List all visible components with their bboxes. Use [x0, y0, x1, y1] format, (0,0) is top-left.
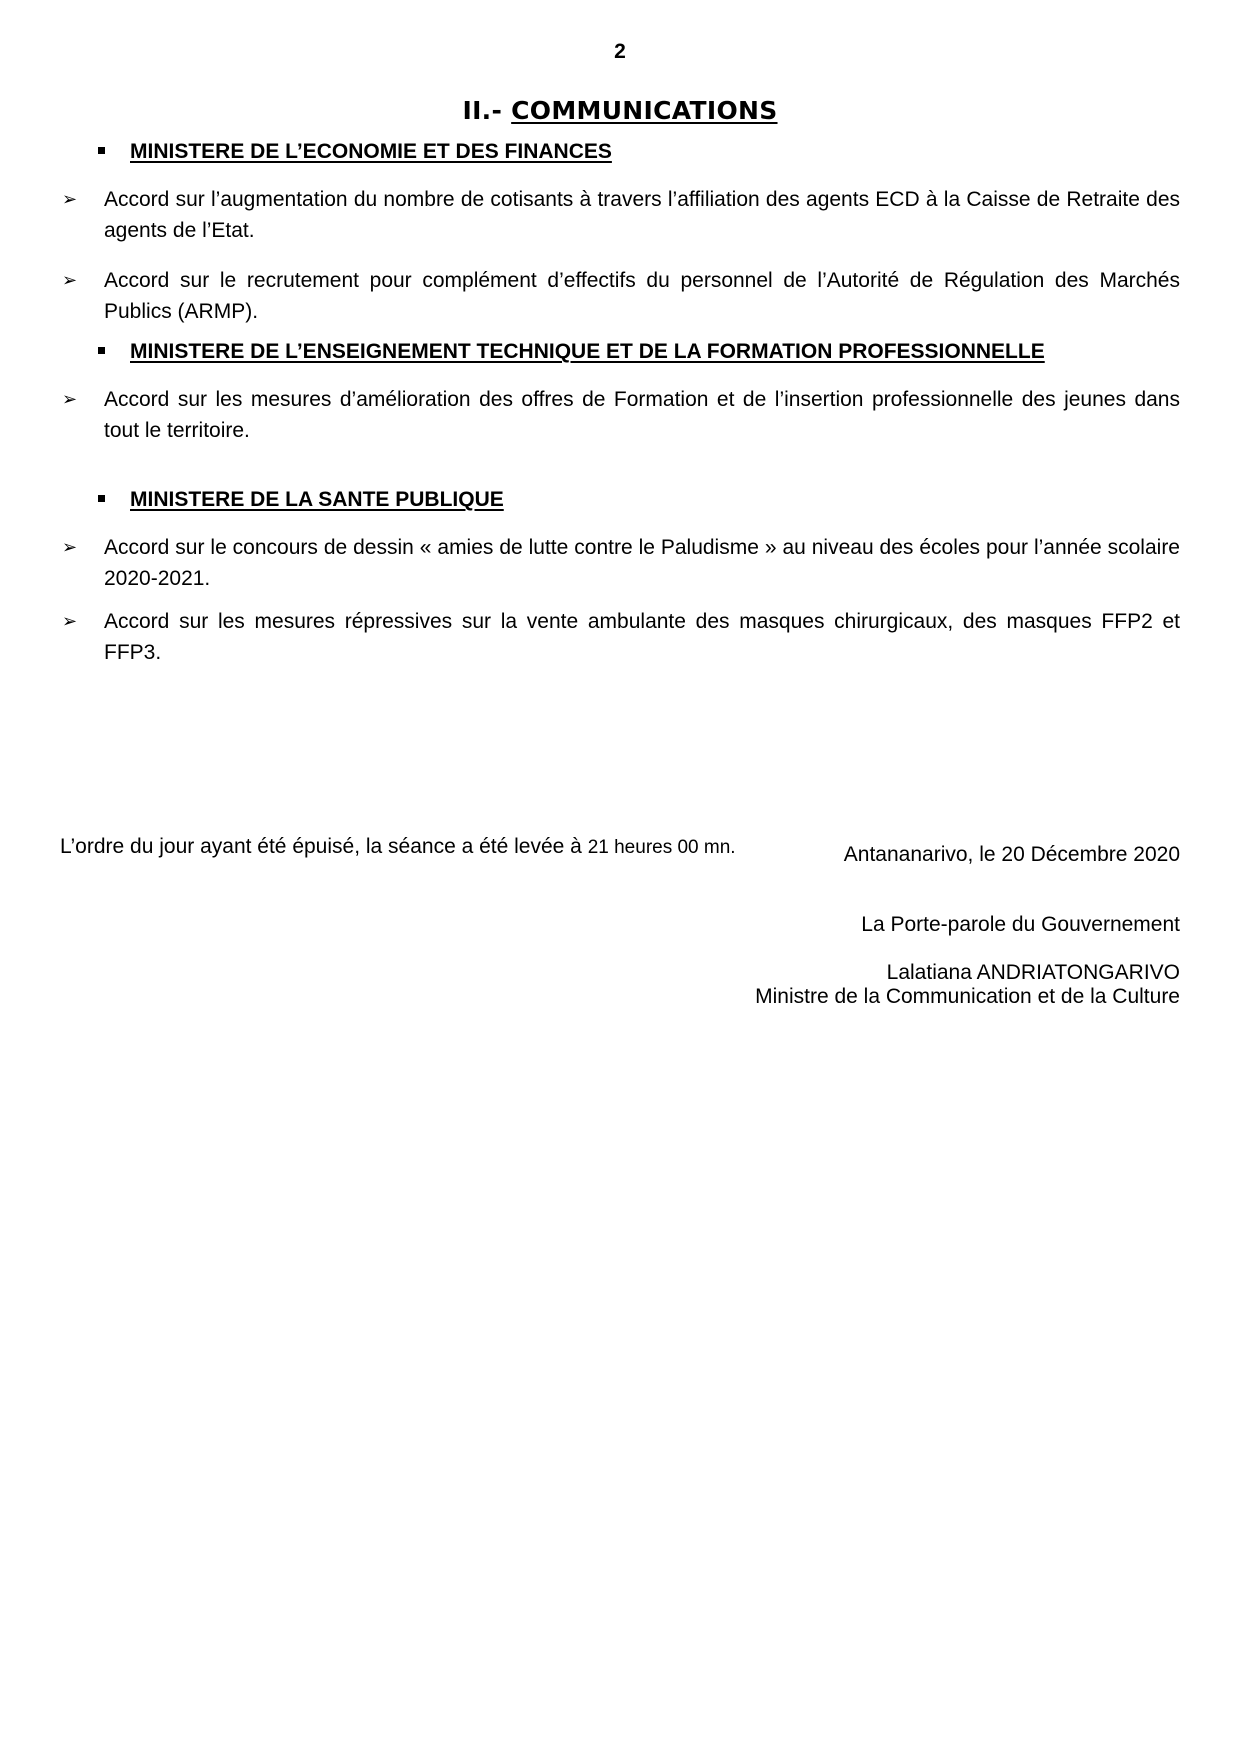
list-item: [62, 532, 1180, 594]
arrow-bullet-icon: ➢: [62, 189, 78, 209]
ministry-heading-enseignement: [98, 340, 1045, 364]
closing-time: 21 heures 00 mn.: [587, 837, 736, 858]
list-item-text: Accord sur les mesures d’amélioration des offres de Formation et de l’insertion professionnelle des jeunes dans tout le territoire.: [104, 388, 1180, 442]
signatory-role: La Porte-parole du Gouvernement: [861, 913, 1180, 936]
list-item-text: Accord sur l’augmentation du nombre de cotisants à travers l’affiliation des agents ECD à la Caisse de Retraite des agents de l’Etat.: [104, 188, 1180, 242]
place-date: Antananarivo, le 20 Décembre 2020: [843, 843, 1180, 866]
list-item: [62, 265, 1180, 327]
list-item: [62, 184, 1180, 246]
arrow-bullet-icon: ➢: [62, 270, 78, 290]
section-prefix: II.-: [462, 96, 512, 125]
ministry-heading-text: MINISTERE DE L’ENSEIGNEMENT TECHNIQUE ET DE LA FORMATION PROFESSIONNELLE: [130, 340, 1045, 363]
list-item-text: Accord sur les mesures répressives sur la vente ambulante des masques chirurgicaux, des masques FFP2 et FFP3.: [104, 610, 1180, 664]
ministry-heading-sante: [98, 488, 504, 512]
closing-text: L’ordre du jour ayant été épuisé, la séance a été levée à: [60, 835, 588, 858]
list-item-text: Accord sur le recrutement pour complément d’effectifs du personnel de l’Autorité de Régulation des Marchés Publics (ARMP).: [104, 269, 1180, 323]
square-bullet-icon: [98, 147, 105, 154]
ministry-heading-text: MINISTERE DE L’ECONOMIE ET DES FINANCES: [130, 140, 612, 163]
page-number: 2: [614, 40, 626, 63]
ministry-heading-economie: [98, 140, 612, 164]
arrow-bullet-icon: ➢: [62, 537, 78, 557]
section-title: [0, 96, 1240, 125]
square-bullet-icon: [98, 347, 105, 354]
arrow-bullet-icon: ➢: [62, 389, 78, 409]
ministry-heading-text: MINISTERE DE LA SANTE PUBLIQUE: [130, 488, 504, 511]
arrow-bullet-icon: ➢: [62, 611, 78, 631]
list-item: [62, 606, 1180, 668]
list-item-text: Accord sur le concours de dessin « amies de lutte contre le Paludisme » au niveau des écoles pour l’année scolaire 2020-2021.: [104, 536, 1180, 590]
signatory-title: Ministre de la Communication et de la Culture: [755, 985, 1180, 1008]
section-title-text: COMMUNICATIONS: [511, 96, 778, 125]
closing-statement: [60, 835, 736, 859]
list-item: [62, 384, 1180, 446]
square-bullet-icon: [98, 495, 105, 502]
signatory-name: Lalatiana ANDRIATONGARIVO: [886, 961, 1180, 984]
